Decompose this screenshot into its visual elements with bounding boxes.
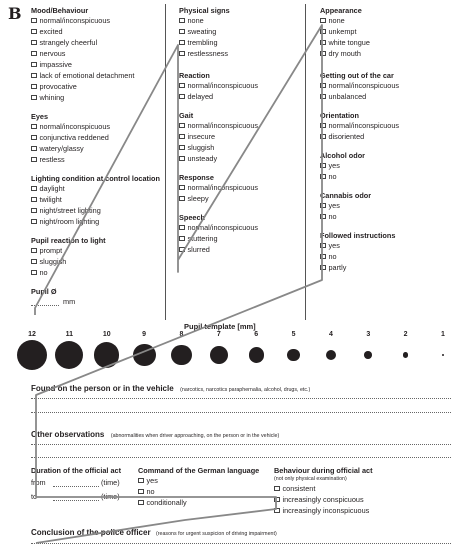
- checkbox-label: sluggish: [39, 257, 67, 266]
- checkbox-label: watery/glassy: [39, 144, 84, 153]
- checkbox-label: delayed: [187, 92, 214, 101]
- checkbox-label: normal/inconspicuous: [187, 223, 259, 232]
- checkbox-label: twilight: [39, 195, 62, 204]
- checkbox-label: consistent: [282, 484, 316, 493]
- checkbox-label: dry mouth: [328, 49, 361, 58]
- duration-to-label: to: [31, 491, 38, 501]
- checkbox-label: strangely cheerful: [39, 38, 98, 47]
- pupil-size-label: 8: [179, 331, 184, 338]
- section-title-cannabis: Cannabis odor: [320, 191, 372, 200]
- checkbox-label: whining: [39, 93, 65, 102]
- checkbox-label: trembling: [187, 38, 218, 47]
- pen-stroke: [35, 25, 322, 543]
- checkbox-label: excited: [39, 27, 63, 36]
- behaviour-note: (not only physical examination): [274, 476, 347, 482]
- checkbox-label: normal/inconspicuous: [187, 121, 259, 130]
- pupil-size-label: 6: [254, 331, 259, 338]
- pupil-size-label: 10: [102, 331, 111, 338]
- pupil-size-label: 5: [291, 331, 296, 338]
- section-title-orientation: Orientation: [320, 111, 359, 120]
- pupil-size-label: 11: [65, 331, 74, 338]
- duration-title: Duration of the official act: [31, 466, 121, 475]
- checkbox-label: no: [39, 268, 48, 277]
- checkbox-label: conditionally: [146, 498, 187, 507]
- pupil-size-label: 1: [441, 331, 445, 338]
- checkbox-label: daylight: [39, 184, 65, 193]
- checkbox-label: yes: [328, 201, 340, 210]
- other-title: Other observations: [31, 430, 105, 439]
- pupil-size-label: 2: [403, 331, 408, 338]
- other-note: (abnormalities when driver approaching, on the person or in the vehicle): [110, 433, 280, 439]
- checkbox-label: yes: [328, 161, 340, 170]
- checkbox-label: normal/inconspicuous: [187, 183, 259, 192]
- checkbox-label: white tongue: [328, 38, 370, 47]
- section-title-lighting: Lighting condition at control location: [31, 174, 160, 183]
- checkbox-label: provocative: [39, 82, 77, 91]
- pupil-size-unit: mm: [63, 297, 76, 306]
- checkbox-label: no: [328, 252, 337, 261]
- checkbox-label: no: [328, 212, 337, 221]
- conclusion-title: Conclusion of the police officer: [31, 528, 151, 537]
- checkbox-label: normal/inconspicuous: [328, 81, 400, 90]
- section-title-alcohol: Alcohol odor: [320, 151, 365, 160]
- section-title-speech: Speech: [179, 213, 205, 222]
- checkbox-label: yes: [146, 476, 158, 485]
- checkbox-label: normal/inconspicuous: [328, 121, 400, 130]
- conclusion-note: (reasons for urgent suspicion of driving impairment): [156, 531, 277, 537]
- duration-from-label: from: [31, 477, 46, 487]
- checkbox-label: lack of emotional detachment: [39, 71, 135, 80]
- section-title-mood: Mood/Behaviour: [31, 6, 89, 15]
- checkbox-label: none: [328, 16, 345, 25]
- checkbox-label: sleepy: [187, 194, 209, 203]
- checkbox-label: restlessness: [187, 49, 229, 58]
- checkbox-label: insecure: [187, 132, 216, 141]
- section-title-reaction: Reaction: [179, 71, 210, 80]
- checkbox-label: none: [187, 16, 204, 25]
- checkbox-label: yes: [328, 241, 340, 250]
- checkbox-label: conjunctiva reddened: [39, 133, 109, 142]
- checkbox-label: impassive: [39, 60, 72, 69]
- section-title-appearance: Appearance: [320, 6, 362, 15]
- checkbox-label: sweating: [187, 27, 217, 36]
- behaviour-title: Behaviour during official act: [274, 466, 373, 475]
- checkbox-label: normal/inconspicuous: [187, 81, 259, 90]
- panel-label: B: [8, 4, 22, 23]
- found-note: (narcotics, narcotics paraphernalia, alcohol, drugs, etc.): [180, 387, 311, 393]
- checkbox-label: stuttering: [187, 234, 218, 243]
- section-title-gait: Gait: [179, 111, 194, 120]
- checkbox-label: no: [328, 172, 337, 181]
- duration-from-time: (time): [101, 477, 120, 487]
- checkbox-label: sluggish: [187, 143, 215, 152]
- pupil-template-title: Pupil template [mm]: [184, 322, 256, 331]
- checkbox-label: increasingly inconspicuous: [282, 506, 370, 515]
- checkbox-label: slurred: [187, 245, 210, 254]
- section-title-pupil-reaction: Pupil reaction to light: [31, 236, 106, 245]
- german-title: Command of the German language: [138, 466, 260, 475]
- section-title-eyes: Eyes: [31, 112, 49, 121]
- checkbox-label: night/room lighting: [39, 217, 100, 226]
- pupil-size-label: 3: [366, 331, 371, 338]
- section-title-car: Getting out of the car: [320, 71, 394, 80]
- pupil-size-label: 4: [328, 331, 333, 338]
- checkbox-label: no: [146, 487, 155, 496]
- checkbox-label: unbalanced: [328, 92, 367, 101]
- checkbox-label: disoriented: [328, 132, 365, 141]
- checkbox-label: partly: [328, 263, 347, 272]
- checkbox-label: unkempt: [328, 27, 357, 36]
- section-title-physical: Physical signs: [179, 6, 230, 15]
- section-title-pupil-size: Pupil Ø: [31, 287, 57, 296]
- checkbox-label: prompt: [39, 246, 63, 255]
- checkbox-label: unsteady: [187, 154, 218, 163]
- pupil-size-label: 7: [216, 331, 221, 338]
- checkbox-label: night/street lighting: [39, 206, 101, 215]
- section-title-response: Response: [179, 173, 214, 182]
- section-title-instructions: Followed instructions: [320, 231, 396, 240]
- checkbox-label: nervous: [39, 49, 66, 58]
- pupil-size-label: 9: [142, 331, 147, 338]
- checkbox-label: normal/inconspicuous: [39, 16, 111, 25]
- checkbox-label: restless: [39, 155, 65, 164]
- found-title: Found on the person or in the vehicle: [31, 384, 174, 393]
- checkbox-label: normal/inconspicuous: [39, 122, 111, 131]
- checkbox-label: increasingly conspicuous: [282, 495, 364, 504]
- duration-to-time: (time): [101, 491, 120, 501]
- pupil-size-label: 12: [28, 331, 36, 338]
